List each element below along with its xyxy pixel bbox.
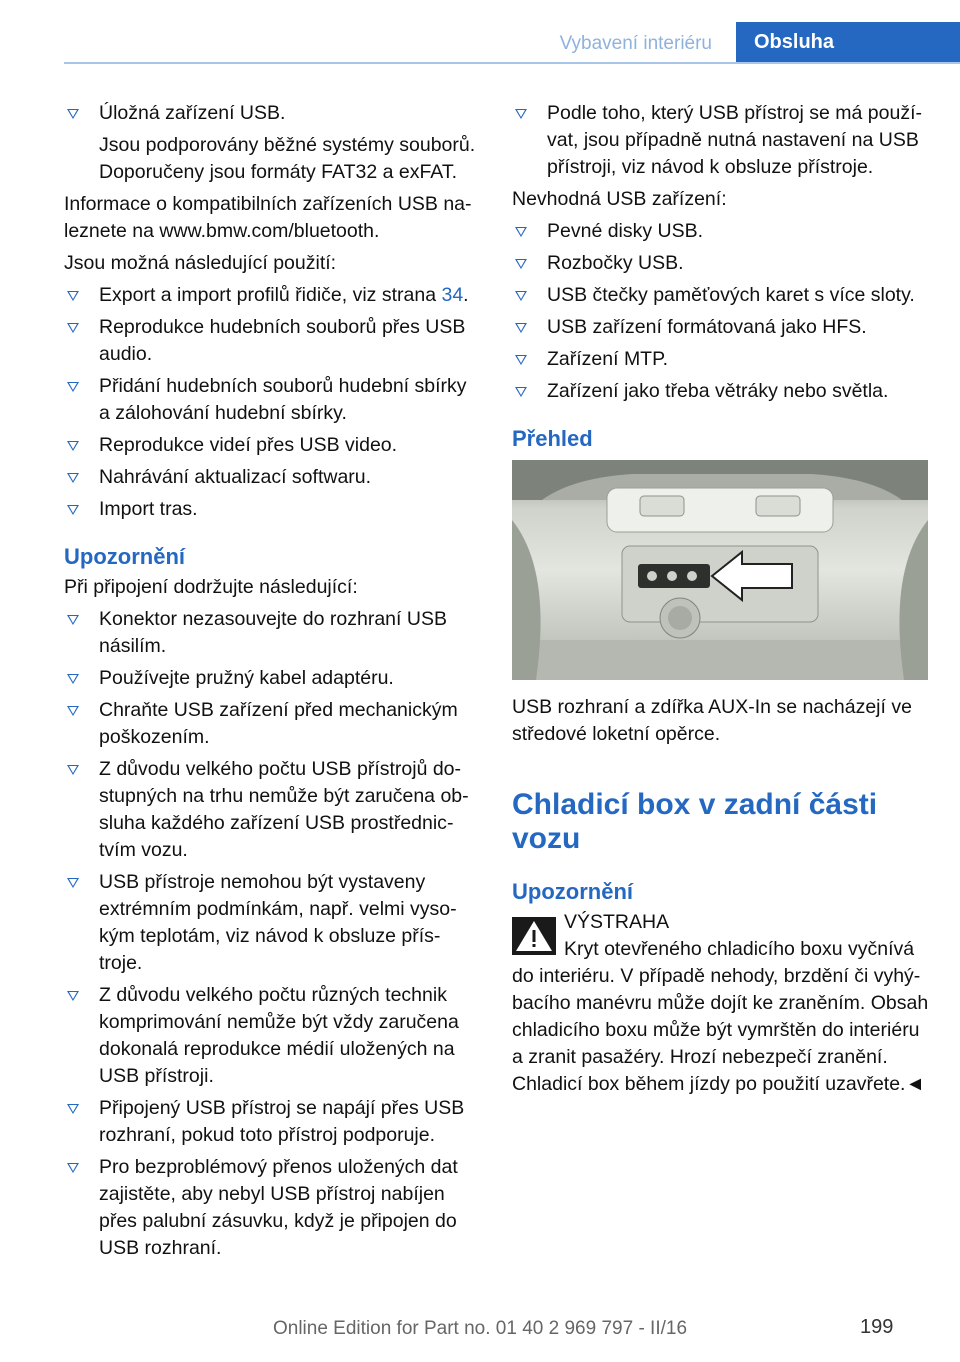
bullet-triangle-icon (515, 291, 527, 301)
bullet-triangle-icon (515, 227, 527, 237)
warning-body (512, 936, 930, 1098)
bullet-triangle-icon (67, 615, 79, 625)
list-item (64, 282, 476, 309)
page-number: 199 (860, 1316, 894, 1338)
list-item (512, 314, 930, 341)
edition-footer: Online Edition for Part no. 01 40 2 969 797 - II/16 (272, 1318, 688, 1339)
bullet-triangle-icon (67, 1104, 79, 1114)
bullet-triangle-icon (67, 674, 79, 684)
list-item-text: Import tras. (99, 498, 198, 520)
header-section-title: Vybavení interiéru (559, 33, 712, 54)
armrest-illustration (512, 460, 928, 680)
warning-text: Kryt otevřeného chladicího boxu vyčnívá do interiéru. V případě nehody, brzdění či vyhýbacího manévru může dojít ke zraněním. Obsah chladicího boxu může být vymrštěn do interiéru a zranit pasažéry. Hrozí nebezpečí zranění. Chladicí box během jízdy po použití uzavřete.◄ (512, 938, 929, 1095)
list-item (64, 982, 476, 1090)
list-item (64, 869, 476, 977)
bullet-triangle-icon (515, 355, 527, 365)
list-item-text: Používejte pružný kabel adaptéru. (99, 667, 394, 689)
bullet-triangle-icon (67, 441, 79, 451)
bullet-triangle-icon (67, 323, 79, 333)
left-column (64, 100, 476, 1267)
armrest-usb-photo (512, 460, 928, 680)
list-item-text: Reprodukce hudebních souborů přes USB audio. (99, 316, 466, 365)
warning-block (512, 909, 930, 936)
list-item (512, 282, 930, 309)
list-item-text: Z důvodu velkého počtu různých technik komprimování nemůže být vždy zaručena dokonalá reprodukce médií uložených na USB přístroji. (99, 984, 459, 1087)
photo-caption: USB rozhraní a zdířka AUX-In se nacházejí ve středové loketní opěrce. (512, 696, 912, 745)
note-heading: Upozornění (64, 544, 185, 569)
list-item-text-end: . (463, 284, 469, 306)
list-item-text: USB čtečky paměťových karet s více sloty. (547, 284, 915, 306)
header-chapter-tab: Obsluha (736, 22, 960, 62)
list-item-text: USB přístroje nemohou být vystaveny extrémním podmínkám, např. velmi vysokým teplotám, viz návod k obsluze přístroje. (99, 871, 457, 974)
list-item-text: Připojený USB přístroj se napájí přes USB rozhraní, pokud toto přístroj podporuje. (99, 1097, 465, 1146)
list-item (512, 346, 930, 373)
bullet-triangle-icon (67, 291, 79, 301)
list-item (64, 496, 476, 523)
list-item-text: USB zařízení formátovaná jako HFS. (547, 316, 867, 338)
bullet-triangle-icon (67, 765, 79, 775)
list-item (64, 373, 476, 427)
bullet-triangle-icon (515, 259, 527, 269)
list-item-text: Pevné disky USB. (547, 220, 704, 242)
right-column (512, 100, 930, 1098)
list-item-text: Přidání hudebních souborů hudební sbírky a zálohování hudební sbírky. (99, 375, 467, 424)
list-item (64, 1095, 476, 1149)
list-item-text: Zařízení jako třeba větráky nebo světla. (547, 380, 889, 402)
page-link[interactable]: 34 (441, 284, 464, 306)
list-item (64, 606, 476, 660)
bullet-triangle-icon (67, 382, 79, 392)
list-item (64, 697, 476, 751)
list-item-text: Zařízení MTP. (547, 348, 669, 370)
list-item-text: Konektor nezasouvejte do rozhraní USB násilím. (99, 608, 447, 657)
bullet-triangle-icon (67, 505, 79, 515)
list-item (512, 378, 930, 405)
list-item (64, 1154, 476, 1262)
list-item-text: Z důvodu velkého počtu USB přístrojů dostupných na trhu nemůže být zaručena obsluha každého zařízení USB prostřednictvím vozu. (99, 758, 469, 861)
list-item (64, 432, 476, 459)
note-intro: Při připojení dodržujte následující: (64, 576, 358, 598)
uses-intro: Jsou možná následující použití: (64, 252, 337, 274)
list-item (64, 464, 476, 491)
list-item-text: Pro bezproblémový přenos uložených dat zajistěte, aby nebyl USB přístroj nabíjen přes palubní zásuvku, když je připojen do USB rozhraní. (99, 1156, 458, 1259)
list-item (64, 314, 476, 368)
list-item (64, 665, 476, 692)
warning-label: VÝSTRAHA (564, 911, 670, 933)
bullet-triangle-icon (67, 878, 79, 888)
list-item-text: Chraňte USB zařízení před mechanickým poškozením. (99, 699, 458, 748)
list-item (512, 218, 930, 245)
list-item-text: Úložná zařízení USB. (99, 102, 286, 124)
list-item (512, 250, 930, 277)
list-item-text: Podle toho, který USB přístroj se má používat, jsou případně nutná nastavení na USB přístroji, viz návod k obsluze přístroje. (547, 102, 923, 178)
compat-info: Informace o kompatibilních zařízeních USB naleznete na www.bmw.com/bluetooth. (64, 193, 472, 242)
list-item-text: Export a import profilů řidiče, viz strana (99, 284, 442, 306)
bullet-triangle-icon (67, 706, 79, 716)
bullet-triangle-icon (67, 473, 79, 483)
list-item-text: Nahrávání aktualizací softwaru. (99, 466, 372, 488)
bullet-triangle-icon (67, 991, 79, 1001)
usb-item-detail: Jsou podporovány běžné systémy souborů. Doporučeny jsou formáty FAT32 a exFAT. (99, 134, 476, 183)
bullet-triangle-icon (515, 323, 527, 333)
section-title: Chladicí box v zadní části vozu (512, 788, 878, 855)
list-item (64, 756, 476, 864)
list-item-text: Rozbočky USB. (547, 252, 684, 274)
note-heading: Upozornění (512, 879, 633, 904)
list-item-text: Reprodukce videí přes USB video. (99, 434, 398, 456)
bullet-triangle-icon (515, 109, 527, 119)
list-item (64, 100, 476, 127)
unsuitable-intro: Nevhodná USB zařízení: (512, 188, 727, 210)
bullet-triangle-icon (515, 387, 527, 397)
overview-heading: Přehled (512, 426, 593, 451)
bullet-triangle-icon (67, 109, 79, 119)
list-item (512, 100, 930, 181)
header-divider (64, 62, 960, 64)
bullet-triangle-icon (67, 1163, 79, 1173)
